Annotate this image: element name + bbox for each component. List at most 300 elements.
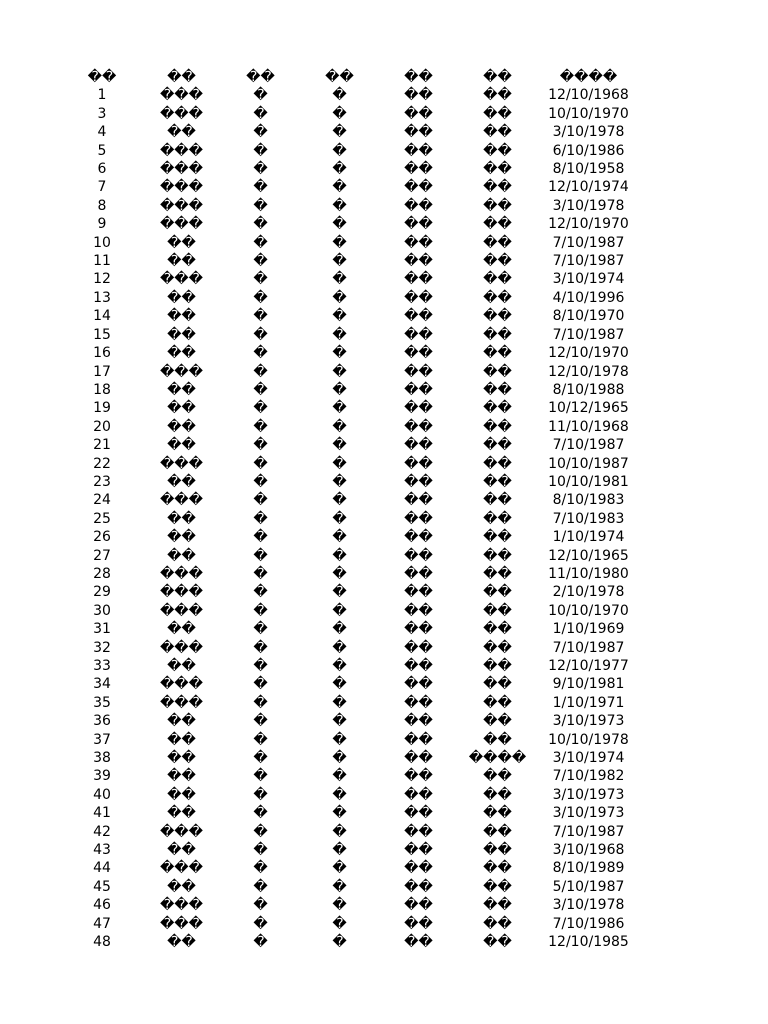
table-row bbox=[62, 234, 640, 252]
cell-date: 12/10/1985 bbox=[548, 934, 629, 951]
cell-name: �� bbox=[167, 878, 196, 895]
cell-col4: � bbox=[332, 842, 347, 859]
cell-name: �� bbox=[167, 418, 196, 435]
header-cell-id: �� bbox=[87, 69, 117, 85]
cell-name: ��� bbox=[159, 639, 204, 656]
cell-name: ��� bbox=[159, 216, 204, 233]
cell-col6: �� bbox=[483, 713, 512, 730]
table-header-row bbox=[62, 68, 640, 86]
cell-name: ��� bbox=[159, 142, 204, 159]
cell-id: 31 bbox=[93, 621, 111, 638]
table-row bbox=[62, 804, 640, 822]
cell-col3: � bbox=[253, 842, 268, 859]
cell-col5: �� bbox=[404, 639, 433, 656]
cell-col6: �� bbox=[483, 363, 512, 380]
cell-col6: �� bbox=[483, 694, 512, 711]
header-cell-col3: �� bbox=[246, 69, 275, 85]
cell-col5: �� bbox=[404, 142, 433, 159]
cell-date: 10/10/1987 bbox=[548, 455, 629, 472]
cell-col3: � bbox=[253, 510, 268, 527]
cell-col5: �� bbox=[404, 161, 433, 178]
cell-date: 7/10/1987 bbox=[552, 437, 625, 454]
cell-col4: � bbox=[332, 87, 347, 104]
cell-id: 33 bbox=[93, 658, 111, 674]
table-row bbox=[62, 933, 640, 951]
cell-col3: � bbox=[253, 768, 268, 785]
cell-id: 40 bbox=[93, 786, 111, 803]
cell-col3: � bbox=[253, 197, 268, 214]
cell-date: 3/10/1978 bbox=[552, 124, 625, 141]
cell-col5: �� bbox=[404, 326, 433, 343]
cell-col6: �� bbox=[483, 842, 512, 859]
table-row bbox=[62, 859, 640, 877]
cell-id: 17 bbox=[93, 363, 111, 380]
cell-name: �� bbox=[167, 437, 196, 454]
table-row bbox=[62, 455, 640, 473]
cell-id: 14 bbox=[93, 308, 111, 325]
cell-col5: �� bbox=[404, 400, 433, 417]
table-row bbox=[62, 694, 640, 712]
cell-col5: �� bbox=[404, 437, 433, 454]
cell-name: �� bbox=[167, 713, 196, 730]
cell-col6: �� bbox=[483, 161, 512, 178]
cell-date: 10/10/1978 bbox=[548, 731, 629, 748]
cell-col4: � bbox=[332, 492, 347, 509]
data-table bbox=[62, 68, 640, 952]
cell-col5: �� bbox=[404, 473, 433, 490]
cell-col5: �� bbox=[404, 842, 433, 859]
cell-col4: � bbox=[332, 271, 347, 288]
cell-col3: � bbox=[253, 584, 268, 601]
cell-col5: �� bbox=[404, 860, 433, 877]
cell-name: ��� bbox=[159, 584, 204, 601]
cell-id: 36 bbox=[93, 713, 111, 730]
cell-name: �� bbox=[167, 253, 196, 270]
cell-id: 38 bbox=[93, 750, 111, 767]
table-row bbox=[62, 675, 640, 693]
table-row bbox=[62, 252, 640, 270]
cell-col3: � bbox=[253, 179, 268, 196]
cell-col4: � bbox=[332, 860, 347, 877]
table-row bbox=[62, 896, 640, 914]
cell-id: 20 bbox=[93, 418, 111, 435]
cell-id: 27 bbox=[93, 547, 111, 564]
table-row bbox=[62, 473, 640, 491]
table-row bbox=[62, 197, 640, 215]
cell-col3: � bbox=[253, 253, 268, 270]
cell-col6: �� bbox=[483, 492, 512, 509]
cell-col3: � bbox=[253, 860, 268, 877]
cell-date: 7/10/1983 bbox=[552, 510, 625, 527]
cell-col4: � bbox=[332, 823, 347, 840]
cell-name: ��� bbox=[159, 694, 204, 711]
cell-date: 7/10/1987 bbox=[552, 823, 625, 840]
cell-col6: �� bbox=[483, 437, 512, 454]
cell-col3: � bbox=[253, 418, 268, 435]
table-body bbox=[62, 86, 640, 951]
cell-col4: � bbox=[332, 510, 347, 527]
cell-col6: �� bbox=[483, 105, 512, 122]
cell-col3: � bbox=[253, 750, 268, 767]
cell-name: ��� bbox=[159, 823, 204, 840]
cell-name: �� bbox=[167, 547, 196, 564]
cell-col6: �� bbox=[483, 565, 512, 582]
cell-id: 16 bbox=[93, 345, 111, 362]
cell-col5: �� bbox=[404, 786, 433, 803]
cell-name: ��� bbox=[159, 87, 204, 104]
cell-name: �� bbox=[167, 768, 196, 785]
cell-id: 26 bbox=[93, 529, 111, 546]
cell-col3: � bbox=[253, 639, 268, 656]
cell-col4: � bbox=[332, 768, 347, 785]
cell-name: �� bbox=[167, 381, 196, 398]
cell-id: 47 bbox=[93, 915, 111, 932]
cell-name: �� bbox=[167, 731, 196, 748]
table-row bbox=[62, 639, 640, 657]
cell-col5: �� bbox=[404, 731, 433, 748]
table-row bbox=[62, 178, 640, 196]
cell-col6: �� bbox=[483, 124, 512, 141]
cell-id: 4 bbox=[97, 124, 107, 141]
cell-id: 10 bbox=[93, 234, 111, 251]
cell-id: 6 bbox=[97, 161, 107, 178]
table-row bbox=[62, 602, 640, 620]
cell-date: 3/10/1978 bbox=[552, 897, 625, 914]
cell-col5: �� bbox=[404, 197, 433, 214]
cell-date: 12/10/1974 bbox=[548, 179, 629, 196]
table-row bbox=[62, 344, 640, 362]
cell-date: 10/10/1981 bbox=[548, 473, 629, 490]
cell-col4: � bbox=[332, 676, 347, 693]
cell-name: ��� bbox=[159, 455, 204, 472]
cell-col6: �� bbox=[483, 915, 512, 932]
cell-date: 6/10/1986 bbox=[552, 142, 625, 159]
cell-col4: � bbox=[332, 731, 347, 748]
cell-col6: �� bbox=[483, 87, 512, 104]
cell-col5: �� bbox=[404, 529, 433, 546]
cell-id: 45 bbox=[93, 878, 111, 895]
cell-col6: �� bbox=[483, 455, 512, 472]
cell-date: 3/10/1974 bbox=[552, 271, 625, 288]
cell-date: 7/10/1986 bbox=[552, 915, 625, 932]
cell-name: ��� bbox=[159, 897, 204, 914]
cell-col5: �� bbox=[404, 289, 433, 306]
cell-id: 19 bbox=[93, 400, 111, 417]
cell-name: ��� bbox=[159, 915, 204, 932]
cell-col3: � bbox=[253, 289, 268, 306]
cell-col6: �� bbox=[483, 676, 512, 693]
cell-id: 22 bbox=[93, 455, 111, 472]
header-cell-col5: �� bbox=[404, 69, 433, 85]
cell-id: 5 bbox=[97, 142, 107, 159]
cell-col6: �� bbox=[483, 547, 512, 564]
cell-date: 2/10/1978 bbox=[552, 584, 625, 601]
cell-col3: � bbox=[253, 492, 268, 509]
table-row bbox=[62, 142, 640, 160]
table-row bbox=[62, 565, 640, 583]
cell-id: 30 bbox=[93, 602, 111, 619]
cell-date: 8/10/1988 bbox=[552, 381, 625, 398]
cell-col5: �� bbox=[404, 805, 433, 822]
cell-name: ��� bbox=[159, 860, 204, 877]
cell-col5: �� bbox=[404, 271, 433, 288]
table-row bbox=[62, 749, 640, 767]
cell-date: 12/10/1970 bbox=[548, 345, 629, 362]
cell-col6: �� bbox=[483, 473, 512, 490]
cell-col4: � bbox=[332, 621, 347, 638]
cell-name: �� bbox=[167, 934, 196, 951]
cell-id: 29 bbox=[93, 584, 111, 601]
cell-col3: � bbox=[253, 142, 268, 159]
table-row bbox=[62, 547, 640, 565]
cell-name: ��� bbox=[159, 161, 204, 178]
cell-id: 21 bbox=[93, 437, 111, 454]
cell-name: ��� bbox=[159, 271, 204, 288]
table-row bbox=[62, 491, 640, 509]
cell-id: 42 bbox=[93, 823, 111, 840]
cell-col5: �� bbox=[404, 934, 433, 951]
cell-col3: � bbox=[253, 345, 268, 362]
cell-date: 12/10/1968 bbox=[548, 87, 629, 104]
cell-col5: �� bbox=[404, 621, 433, 638]
cell-date: 3/10/1974 bbox=[552, 750, 625, 767]
cell-col6: �� bbox=[483, 805, 512, 822]
cell-col5: �� bbox=[404, 510, 433, 527]
cell-date: 4/10/1996 bbox=[552, 289, 625, 306]
cell-id: 43 bbox=[93, 842, 111, 859]
cell-name: �� bbox=[167, 750, 196, 767]
cell-col4: � bbox=[332, 694, 347, 711]
cell-name: �� bbox=[167, 124, 196, 141]
cell-col4: � bbox=[332, 805, 347, 822]
cell-id: 11 bbox=[93, 253, 111, 270]
cell-col5: �� bbox=[404, 584, 433, 601]
cell-col4: � bbox=[332, 529, 347, 546]
cell-id: 9 bbox=[97, 216, 107, 233]
cell-col4: � bbox=[332, 878, 347, 895]
cell-col5: �� bbox=[404, 750, 433, 767]
cell-col6: �� bbox=[483, 602, 512, 619]
cell-col5: �� bbox=[404, 124, 433, 141]
cell-date: 3/10/1973 bbox=[552, 805, 625, 822]
cell-col4: � bbox=[332, 565, 347, 582]
table-row bbox=[62, 510, 640, 528]
cell-name: �� bbox=[167, 658, 196, 674]
cell-col5: �� bbox=[404, 547, 433, 564]
cell-col5: �� bbox=[404, 234, 433, 251]
cell-col5: �� bbox=[404, 216, 433, 233]
cell-col3: � bbox=[253, 713, 268, 730]
cell-id: 48 bbox=[93, 934, 111, 951]
cell-date: 1/10/1971 bbox=[552, 694, 625, 711]
cell-name: �� bbox=[167, 400, 196, 417]
cell-col3: � bbox=[253, 326, 268, 343]
cell-id: 35 bbox=[93, 694, 111, 711]
table-row bbox=[62, 160, 640, 178]
table-row bbox=[62, 289, 640, 307]
table-row bbox=[62, 712, 640, 730]
cell-col6: �� bbox=[483, 179, 512, 196]
cell-date: 1/10/1969 bbox=[552, 621, 625, 638]
header-cell-date: ���� bbox=[559, 69, 618, 85]
cell-col6: �� bbox=[483, 786, 512, 803]
cell-name: �� bbox=[167, 510, 196, 527]
cell-col6: �� bbox=[483, 510, 512, 527]
cell-col5: �� bbox=[404, 418, 433, 435]
cell-date: 10/10/1970 bbox=[548, 105, 629, 122]
cell-name: �� bbox=[167, 621, 196, 638]
cell-id: 24 bbox=[93, 492, 111, 509]
cell-col6: �� bbox=[483, 418, 512, 435]
cell-col5: �� bbox=[404, 363, 433, 380]
cell-col3: � bbox=[253, 161, 268, 178]
cell-name: ��� bbox=[159, 363, 204, 380]
cell-name: ��� bbox=[159, 565, 204, 582]
cell-col4: � bbox=[332, 345, 347, 362]
cell-date: 12/10/1978 bbox=[548, 363, 629, 380]
cell-col4: � bbox=[332, 161, 347, 178]
cell-col4: � bbox=[332, 455, 347, 472]
cell-id: 13 bbox=[93, 289, 111, 306]
cell-date: 3/10/1973 bbox=[552, 786, 625, 803]
cell-col3: � bbox=[253, 676, 268, 693]
cell-col4: � bbox=[332, 915, 347, 932]
cell-id: 1 bbox=[97, 87, 107, 104]
cell-col6: �� bbox=[483, 529, 512, 546]
cell-id: 32 bbox=[93, 639, 111, 656]
cell-col3: � bbox=[253, 915, 268, 932]
cell-col6: �� bbox=[483, 731, 512, 748]
table-row bbox=[62, 326, 640, 344]
cell-col6: �� bbox=[483, 823, 512, 840]
cell-col4: � bbox=[332, 381, 347, 398]
cell-name: ��� bbox=[159, 197, 204, 214]
cell-date: 10/10/1970 bbox=[548, 602, 629, 619]
cell-col3: � bbox=[253, 934, 268, 951]
cell-col5: �� bbox=[404, 381, 433, 398]
cell-date: 3/10/1978 bbox=[552, 197, 625, 214]
cell-col4: � bbox=[332, 179, 347, 196]
cell-col4: � bbox=[332, 234, 347, 251]
cell-date: 8/10/1983 bbox=[552, 492, 625, 509]
cell-col4: � bbox=[332, 547, 347, 564]
cell-col6: �� bbox=[483, 234, 512, 251]
cell-col3: � bbox=[253, 547, 268, 564]
cell-col6: �� bbox=[483, 878, 512, 895]
cell-col4: � bbox=[332, 289, 347, 306]
cell-name: ��� bbox=[159, 492, 204, 509]
cell-name: �� bbox=[167, 786, 196, 803]
header-cell-col4: �� bbox=[325, 69, 354, 85]
cell-id: 23 bbox=[93, 473, 111, 490]
cell-col6: �� bbox=[483, 934, 512, 951]
cell-col3: � bbox=[253, 897, 268, 914]
cell-col4: � bbox=[332, 473, 347, 490]
cell-col5: �� bbox=[404, 823, 433, 840]
table-row bbox=[62, 381, 640, 399]
cell-col4: � bbox=[332, 786, 347, 803]
cell-date: 3/10/1968 bbox=[552, 842, 625, 859]
cell-date: 11/10/1968 bbox=[548, 418, 629, 435]
cell-col5: �� bbox=[404, 492, 433, 509]
cell-col4: � bbox=[332, 326, 347, 343]
cell-date: 5/10/1987 bbox=[552, 878, 625, 895]
cell-col5: �� bbox=[404, 658, 433, 674]
cell-col4: � bbox=[332, 713, 347, 730]
table-row bbox=[62, 418, 640, 436]
cell-col6: �� bbox=[483, 400, 512, 417]
cell-id: 46 bbox=[93, 897, 111, 914]
cell-col6: �� bbox=[483, 658, 512, 674]
cell-col6: �� bbox=[483, 860, 512, 877]
cell-name: �� bbox=[167, 473, 196, 490]
cell-col4: � bbox=[332, 197, 347, 214]
cell-col4: � bbox=[332, 639, 347, 656]
cell-col3: � bbox=[253, 823, 268, 840]
cell-date: 12/10/1970 bbox=[548, 216, 629, 233]
cell-col3: � bbox=[253, 87, 268, 104]
cell-name: �� bbox=[167, 529, 196, 546]
cell-col6: �� bbox=[483, 216, 512, 233]
header-cell-col6: �� bbox=[483, 69, 512, 85]
cell-col3: � bbox=[253, 234, 268, 251]
cell-col5: �� bbox=[404, 602, 433, 619]
cell-name: ��� bbox=[159, 105, 204, 122]
cell-date: 10/12/1965 bbox=[548, 400, 629, 417]
table-row bbox=[62, 620, 640, 638]
table-row bbox=[62, 307, 640, 325]
cell-id: 12 bbox=[93, 271, 111, 288]
table-row bbox=[62, 731, 640, 749]
cell-date: 7/10/1987 bbox=[552, 639, 625, 656]
cell-col6: �� bbox=[483, 253, 512, 270]
cell-col3: � bbox=[253, 381, 268, 398]
header-cell-name: �� bbox=[167, 69, 196, 85]
table-row bbox=[62, 841, 640, 859]
cell-col5: �� bbox=[404, 87, 433, 104]
cell-col6: �� bbox=[483, 197, 512, 214]
table-row bbox=[62, 363, 640, 381]
cell-col5: �� bbox=[404, 308, 433, 325]
cell-col5: �� bbox=[404, 676, 433, 693]
table-row bbox=[62, 657, 640, 675]
cell-col5: �� bbox=[404, 179, 433, 196]
cell-col6: �� bbox=[483, 768, 512, 785]
cell-date: 7/10/1987 bbox=[552, 326, 625, 343]
cell-col5: �� bbox=[404, 713, 433, 730]
cell-col3: � bbox=[253, 105, 268, 122]
cell-date: 3/10/1973 bbox=[552, 713, 625, 730]
cell-col6: �� bbox=[483, 381, 512, 398]
cell-col6: �� bbox=[483, 142, 512, 159]
cell-col3: � bbox=[253, 455, 268, 472]
table-row bbox=[62, 270, 640, 288]
table-row bbox=[62, 215, 640, 233]
cell-name: �� bbox=[167, 308, 196, 325]
cell-col6: �� bbox=[483, 308, 512, 325]
table-row bbox=[62, 786, 640, 804]
cell-col3: � bbox=[253, 565, 268, 582]
cell-name: ��� bbox=[159, 676, 204, 693]
cell-col4: � bbox=[332, 602, 347, 619]
cell-col3: � bbox=[253, 621, 268, 638]
cell-col3: � bbox=[253, 363, 268, 380]
cell-date: 12/10/1965 bbox=[548, 547, 629, 564]
cell-id: 25 bbox=[93, 510, 111, 527]
cell-name: �� bbox=[167, 805, 196, 822]
cell-col4: � bbox=[332, 934, 347, 951]
cell-date: 7/10/1987 bbox=[552, 253, 625, 270]
